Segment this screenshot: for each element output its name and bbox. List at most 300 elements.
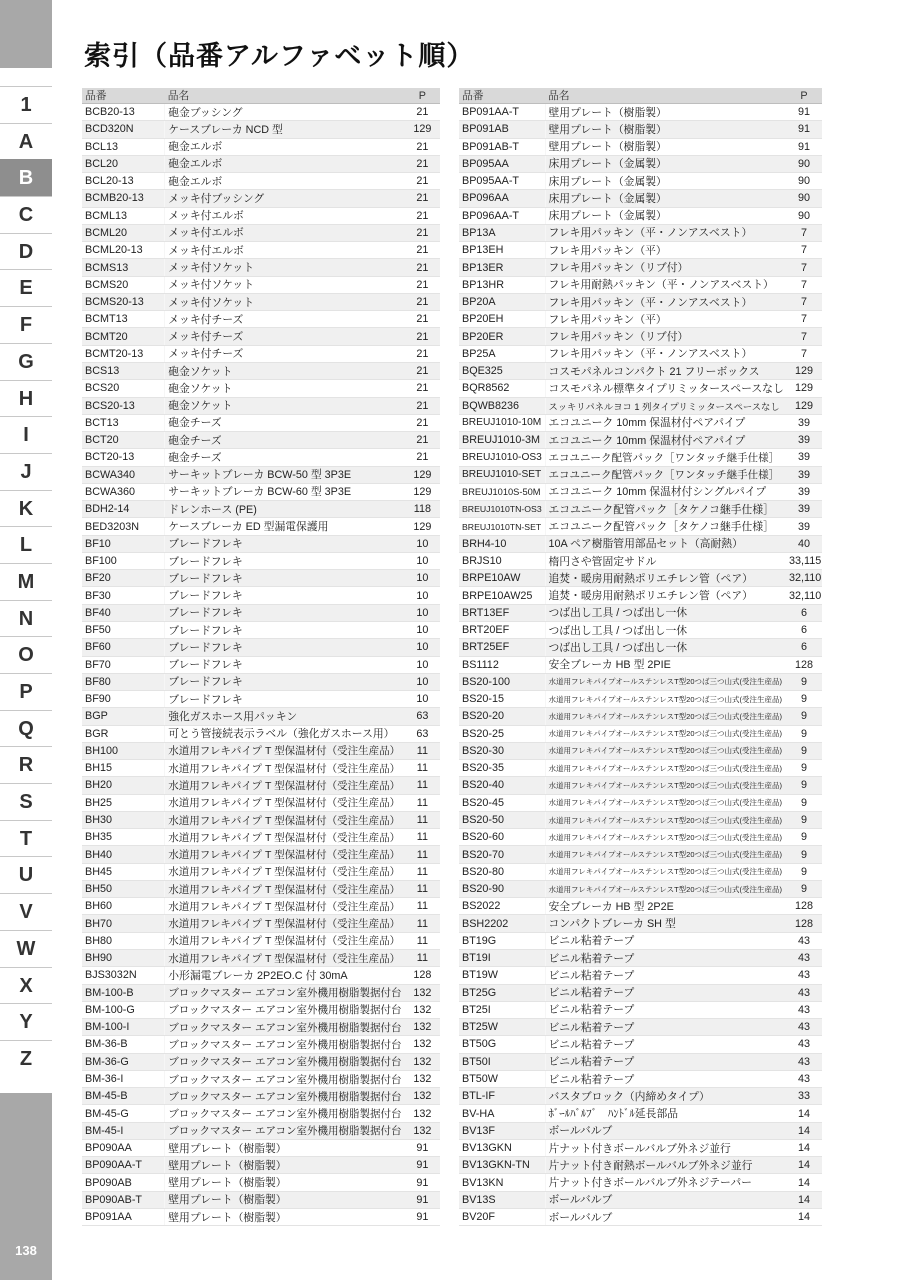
part-number: BS1112 (459, 656, 545, 673)
table-row (82, 311, 440, 328)
part-number: BCML20 (82, 224, 165, 241)
table-row (82, 466, 440, 483)
table-row (459, 691, 822, 708)
part-number: BSH2202 (459, 915, 545, 932)
table-row (459, 293, 822, 310)
table-row (459, 207, 822, 224)
page-ref: 39 (786, 518, 822, 535)
part-number: BM-36-I (82, 1070, 165, 1087)
page-ref: 91 (405, 1209, 440, 1226)
part-number: BCL20 (82, 155, 165, 172)
table-row (459, 1001, 822, 1018)
page-ref: 14 (786, 1105, 822, 1122)
part-number: BP20ER (459, 328, 545, 345)
product-name: スッキリパネルヨコ 1 列タイプリミッタースペースなし (545, 397, 786, 414)
table-row (459, 1070, 822, 1087)
table-row (82, 328, 440, 345)
table-row (459, 863, 822, 880)
table-row (82, 829, 440, 846)
table-row (459, 846, 822, 863)
product-name: 可とう管接続表示ラベル（強化ガスホース用） (165, 725, 405, 742)
product-name: 砲金チーズ (165, 432, 405, 449)
page-ref: 21 (405, 293, 440, 310)
part-number: BGP (82, 708, 165, 725)
page-ref: 132 (405, 984, 440, 1001)
part-number: BM-100-G (82, 1001, 165, 1018)
product-name: 壁用プレート（樹脂製） (165, 1157, 405, 1174)
index-tab-1[interactable]: 1 (0, 86, 52, 123)
part-number: BF20 (82, 570, 165, 587)
part-number: BP20EH (459, 311, 545, 328)
product-name: 水道用フレキパイプオールステンレスT型20つば三つ山式(受注生産品) (545, 846, 786, 863)
product-name: バスタブロック（内締めタイプ） (545, 1088, 786, 1105)
table-row (82, 984, 440, 1001)
table-row (459, 173, 822, 190)
page-ref: 9 (786, 777, 822, 794)
product-name: つば出し工具 / つば出し一休 (545, 621, 786, 638)
table-row (459, 155, 822, 172)
part-number: BP090AB-T (82, 1191, 165, 1208)
page-ref: 14 (786, 1191, 822, 1208)
index-tab-d[interactable]: D (0, 233, 52, 270)
product-name: 安全ブレーカ HB 型 2PIE (545, 656, 786, 673)
part-number: BP25A (459, 345, 545, 362)
part-number: BH15 (82, 760, 165, 777)
product-name: 水道用フレキパイプオールステンレスT型20つば三つ山式(受注生産品) (545, 811, 786, 828)
table-row (459, 138, 822, 155)
page-ref: 21 (405, 104, 440, 121)
page-ref: 11 (405, 915, 440, 932)
product-name: 水道用フレキパイプオールステンレスT型20つば三つ山式(受注生産品) (545, 691, 786, 708)
product-name: エコユニーク 10mm 保温材付ペアパイプ (545, 414, 786, 431)
part-number: BT50G (459, 1036, 545, 1053)
page-ref: 21 (405, 397, 440, 414)
index-tab-t[interactable]: T (0, 820, 52, 857)
table-row (459, 224, 822, 241)
product-name: フレキ用パッキン（平・ノンアスベスト） (545, 293, 786, 310)
table-row (82, 155, 440, 172)
part-number: BREUJ1010TN-OS3 (459, 501, 545, 518)
part-number: BP095AA (459, 155, 545, 172)
product-name: ビニル粘着テープ (545, 984, 786, 1001)
part-number: BED3203N (82, 518, 165, 535)
table-row (459, 362, 822, 379)
part-number: BP090AA-T (82, 1157, 165, 1174)
part-number: BCMT20-13 (82, 345, 165, 362)
index-tab-j[interactable]: J (0, 453, 52, 490)
product-name: 水道用フレキパイプオールステンレスT型20つば三つ山式(受注生産品) (545, 725, 786, 742)
product-name: ブレードフレキ (165, 673, 405, 690)
index-tab-i[interactable]: I (0, 416, 52, 453)
table-row (82, 604, 440, 621)
part-number: BF10 (82, 535, 165, 552)
table-row (459, 811, 822, 828)
page-ref: 7 (786, 259, 822, 276)
index-tab-w[interactable]: W (0, 930, 52, 967)
product-name: ブレードフレキ (165, 587, 405, 604)
page-ref: 11 (405, 846, 440, 863)
part-number: BTL-IF (459, 1088, 545, 1105)
table-row (82, 535, 440, 552)
index-tab-v[interactable]: V (0, 893, 52, 930)
table-row (82, 432, 440, 449)
part-number: BP096AA-T (459, 207, 545, 224)
page-ref: 129 (405, 121, 440, 138)
table-row (459, 1191, 822, 1208)
product-name: 砲金エルボ (165, 138, 405, 155)
product-name: エコユニーク配管パック［タケノコ継手仕様］ (545, 501, 786, 518)
table-row (459, 777, 822, 794)
table-row (82, 967, 440, 984)
table-row (459, 1122, 822, 1139)
part-number: BCS20 (82, 380, 165, 397)
page-ref: 21 (405, 345, 440, 362)
index-tab-a[interactable]: A (0, 123, 52, 160)
table-row (459, 587, 822, 604)
table-row (459, 345, 822, 362)
page-ref: 129 (786, 397, 822, 414)
page-ref: 9 (786, 742, 822, 759)
page-ref: 7 (786, 276, 822, 293)
page-ref: 91 (405, 1174, 440, 1191)
product-name: 水道用フレキパイプ T 型保温材付（受注生産品） (165, 950, 405, 967)
index-tab-f[interactable]: F (0, 306, 52, 343)
product-name: メッキ付ソケット (165, 293, 405, 310)
index-tab-k[interactable]: K (0, 490, 52, 527)
page-ref: 129 (405, 518, 440, 535)
page-ref: 132 (405, 1088, 440, 1105)
part-number: BS20-45 (459, 794, 545, 811)
part-number: BREUJ1010-3M (459, 432, 545, 449)
product-name: ビニル粘着テープ (545, 1036, 786, 1053)
table-row (82, 1053, 440, 1070)
page-ref: 10 (405, 604, 440, 621)
part-number: BRPE10AW (459, 570, 545, 587)
table-row (459, 466, 822, 483)
table-row (82, 777, 440, 794)
page-ref: 39 (786, 449, 822, 466)
part-number: BF90 (82, 691, 165, 708)
index-tab-h[interactable]: H (0, 380, 52, 417)
page-ref: 132 (405, 1036, 440, 1053)
part-number: BS20-15 (459, 691, 545, 708)
product-name: 水道用フレキパイプ T 型保温材付（受注生産品） (165, 863, 405, 880)
product-name: ブレードフレキ (165, 621, 405, 638)
page-ref: 90 (786, 173, 822, 190)
page-ref: 11 (405, 829, 440, 846)
part-number: BH100 (82, 742, 165, 759)
page-ref: 9 (786, 811, 822, 828)
product-name: ボールバルブ (545, 1122, 786, 1139)
part-number: BM-100-I (82, 1019, 165, 1036)
index-tab-c[interactable]: C (0, 196, 52, 233)
table-row (82, 760, 440, 777)
product-name: コスモパネルコンパクト 21 フリーボックス (545, 362, 786, 379)
part-number: BP13EH (459, 242, 545, 259)
product-name: ブロックマスター エアコン室外機用樹脂製据付台 (165, 1036, 405, 1053)
table-row (82, 1070, 440, 1087)
table-row (459, 483, 822, 500)
table-row (459, 104, 822, 121)
part-number: BDH2-14 (82, 501, 165, 518)
page-ref: 21 (405, 207, 440, 224)
index-tab-e[interactable]: E (0, 269, 52, 306)
product-name: メッキ付エルボ (165, 242, 405, 259)
product-name: フレキ用パッキン（平） (545, 311, 786, 328)
part-number: BV13F (459, 1122, 545, 1139)
page-ref: 32,110 (786, 587, 822, 604)
table-row (459, 311, 822, 328)
part-number: BP091AB (459, 121, 545, 138)
page-ref: 90 (786, 207, 822, 224)
product-name: 小形漏電ブレーカ 2P2EO.C 付 30mA (165, 967, 405, 984)
table-row (82, 570, 440, 587)
part-number: BT19W (459, 967, 545, 984)
header-product-name: 品名 (165, 88, 405, 104)
table-row (82, 846, 440, 863)
product-name: 砲金ソケット (165, 380, 405, 397)
index-tab-x[interactable]: X (0, 967, 52, 1004)
page-ref: 9 (786, 794, 822, 811)
part-number: BRT13EF (459, 604, 545, 621)
part-number: BCB20-13 (82, 104, 165, 121)
table-row (459, 742, 822, 759)
part-number: BH30 (82, 811, 165, 828)
product-name: ケースブレーカ ED 型漏電保護用 (165, 518, 405, 535)
part-number: BRT20EF (459, 621, 545, 638)
page-ref: 9 (786, 829, 822, 846)
table-row (82, 1088, 440, 1105)
page-ref: 39 (786, 501, 822, 518)
part-number: BS20-30 (459, 742, 545, 759)
product-name: フレキ用耐熱パッキン（平・ノンアスベスト） (545, 276, 786, 293)
page-ref: 21 (405, 311, 440, 328)
page-ref: 128 (786, 656, 822, 673)
page-ref: 21 (405, 138, 440, 155)
page-ref: 11 (405, 898, 440, 915)
table-row (459, 242, 822, 259)
table-row (82, 673, 440, 690)
product-name: エコユニーク 10mm 保温材付シングルパイプ (545, 483, 786, 500)
product-name: 壁用プレート（樹脂製） (545, 104, 786, 121)
product-name: ビニル粘着テープ (545, 967, 786, 984)
page-ref: 90 (786, 190, 822, 207)
part-number: BF60 (82, 639, 165, 656)
table-row (459, 898, 822, 915)
product-name: ブロックマスター エアコン室外機用樹脂製据付台 (165, 984, 405, 1001)
table-row (82, 501, 440, 518)
product-name: 壁用プレート（樹脂製） (165, 1174, 405, 1191)
product-name: 壁用プレート（樹脂製） (165, 1139, 405, 1156)
product-name: フレキ用パッキン（平・ノンアスベスト） (545, 224, 786, 241)
part-number: BT25G (459, 984, 545, 1001)
index-tab-g[interactable]: G (0, 343, 52, 380)
product-name: つば出し工具 / つば出し一休 (545, 604, 786, 621)
product-name: 片ナット付きボールバルブ外ネジテーパー (545, 1174, 786, 1191)
part-number: BH40 (82, 846, 165, 863)
index-tab-q[interactable]: Q (0, 710, 52, 747)
index-tab-n[interactable]: N (0, 600, 52, 637)
table-row (82, 362, 440, 379)
page-ref: 11 (405, 742, 440, 759)
part-number: BGR (82, 725, 165, 742)
part-number: BS20-35 (459, 760, 545, 777)
page-ref: 7 (786, 345, 822, 362)
product-name: 水道用フレキパイプ T 型保温材付（受注生産品） (165, 742, 405, 759)
part-number: BH90 (82, 950, 165, 967)
product-name: 10A ペア樹脂管用部品セット（高耐熱） (545, 535, 786, 552)
page-ref: 39 (786, 466, 822, 483)
table-row (82, 173, 440, 190)
part-number: BS20-50 (459, 811, 545, 828)
page-ref: 91 (786, 104, 822, 121)
index-tab-u[interactable]: U (0, 856, 52, 893)
product-name: フレキ用パッキン（リブ付） (545, 328, 786, 345)
table-row (82, 259, 440, 276)
page-ref: 7 (786, 311, 822, 328)
page-ref: 9 (786, 691, 822, 708)
table-row (82, 742, 440, 759)
part-number: BCL13 (82, 138, 165, 155)
table-row (82, 1174, 440, 1191)
index-tab-b[interactable]: B (0, 159, 52, 196)
part-number: BS20-80 (459, 863, 545, 880)
header-page: P (786, 88, 822, 104)
page-ref: 132 (405, 1001, 440, 1018)
part-number: BM-36-B (82, 1036, 165, 1053)
page-ref: 6 (786, 604, 822, 621)
product-name: ブレードフレキ (165, 552, 405, 569)
table-row (82, 397, 440, 414)
table-row (459, 950, 822, 967)
table-row (82, 863, 440, 880)
index-tab-z[interactable]: Z (0, 1040, 52, 1077)
part-number: BP090AA (82, 1139, 165, 1156)
part-number: BS20-20 (459, 708, 545, 725)
page-ref: 129 (405, 466, 440, 483)
part-number: BP091AB-T (459, 138, 545, 155)
page-ref: 128 (405, 967, 440, 984)
table-row (82, 1122, 440, 1139)
product-name: ブレードフレキ (165, 535, 405, 552)
product-name: 水道用フレキパイプ T 型保温材付（受注生産品） (165, 829, 405, 846)
page-ref: 40 (786, 535, 822, 552)
part-number: BCMT13 (82, 311, 165, 328)
page-ref: 14 (786, 1209, 822, 1226)
page-ref: 9 (786, 760, 822, 777)
table-row (459, 794, 822, 811)
page-ref: 11 (405, 863, 440, 880)
part-number: BV13KN (459, 1174, 545, 1191)
product-name: 水道用フレキパイプ T 型保温材付（受注生産品） (165, 846, 405, 863)
part-number: BREUJ1010-10M (459, 414, 545, 431)
table-row (82, 1105, 440, 1122)
table-row (82, 121, 440, 138)
page-ref: 132 (405, 1019, 440, 1036)
page-ref: 33,115 (786, 552, 822, 569)
product-name: コンパクトブレーカ SH 型 (545, 915, 786, 932)
part-number: BT50I (459, 1053, 545, 1070)
table-row (82, 691, 440, 708)
index-tab-o[interactable]: O (0, 636, 52, 673)
header-page: P (405, 88, 440, 104)
table-row (459, 518, 822, 535)
header-part-number: 品番 (459, 88, 545, 104)
part-number: BCS20-13 (82, 397, 165, 414)
table-row (82, 224, 440, 241)
product-name: フレキ用パッキン（リブ付） (545, 259, 786, 276)
table-row (82, 518, 440, 535)
product-name: 水道用フレキパイプオールステンレスT型20つば三つ山式(受注生産品) (545, 777, 786, 794)
part-number: BP13ER (459, 259, 545, 276)
product-name: 砲金ソケット (165, 362, 405, 379)
page-ref: 9 (786, 863, 822, 880)
part-number: BV13GKN-TN (459, 1157, 545, 1174)
index-tab-m[interactable]: M (0, 563, 52, 600)
table-row (82, 293, 440, 310)
table-row (82, 1139, 440, 1156)
part-number: BCMT20 (82, 328, 165, 345)
part-number: BH80 (82, 932, 165, 949)
product-name: 壁用プレート（樹脂製） (545, 138, 786, 155)
part-number: BS20-60 (459, 829, 545, 846)
product-name: ブレードフレキ (165, 656, 405, 673)
page-ref: 11 (405, 950, 440, 967)
product-name: 安全ブレーカ HB 型 2P2E (545, 898, 786, 915)
product-name: ブロックマスター エアコン室外機用樹脂製据付台 (165, 1105, 405, 1122)
table-row (459, 1019, 822, 1036)
page-ref: 132 (405, 1053, 440, 1070)
page-ref: 43 (786, 1070, 822, 1087)
product-name: メッキ付エルボ (165, 224, 405, 241)
part-number: BCMB20-13 (82, 190, 165, 207)
table-row (459, 121, 822, 138)
index-tab-y[interactable]: Y (0, 1003, 52, 1040)
table-header (459, 88, 822, 104)
page-ref: 10 (405, 570, 440, 587)
product-name: 砲金エルボ (165, 173, 405, 190)
index-tab-l[interactable]: L (0, 526, 52, 563)
page-ref: 21 (405, 276, 440, 293)
index-tab-p[interactable]: P (0, 673, 52, 710)
part-number: BQR8562 (459, 380, 545, 397)
page-ref: 21 (405, 155, 440, 172)
page-ref: 63 (405, 725, 440, 742)
table-row (82, 138, 440, 155)
part-number: BP090AB (82, 1174, 165, 1191)
table-row (82, 1001, 440, 1018)
product-name: 水道用フレキパイプ T 型保温材付（受注生産品） (165, 794, 405, 811)
index-tab-s[interactable]: S (0, 783, 52, 820)
page-ref: 21 (405, 414, 440, 431)
product-name: ビニル粘着テープ (545, 1019, 786, 1036)
table-row (82, 345, 440, 362)
page-ref: 39 (786, 432, 822, 449)
page-ref: 21 (405, 259, 440, 276)
index-tab-r[interactable]: R (0, 746, 52, 783)
page-ref: 32,110 (786, 570, 822, 587)
product-name: サーキットブレーカ BCW-60 型 3P3E (165, 483, 405, 500)
page-ref: 11 (405, 794, 440, 811)
page-ref: 6 (786, 639, 822, 656)
page-ref: 118 (405, 501, 440, 518)
product-name: ブロックマスター エアコン室外機用樹脂製据付台 (165, 1053, 405, 1070)
table-row (459, 1209, 822, 1226)
product-name: 水道用フレキパイプ T 型保温材付（受注生産品） (165, 777, 405, 794)
page-ref: 129 (405, 483, 440, 500)
page-ref: 43 (786, 984, 822, 1001)
product-name: ケースブレーカ NCD 型 (165, 121, 405, 138)
